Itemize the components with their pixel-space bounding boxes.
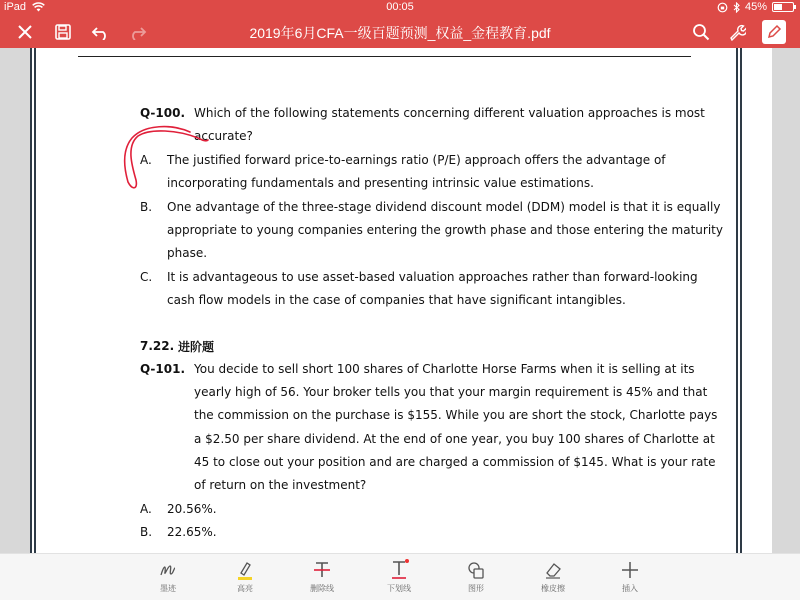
tool-label: 插入	[622, 584, 638, 593]
question-text-line: You decide to sell short 100 shares of Charlotte Horse Farms when it is selling at its	[194, 362, 695, 376]
search-button[interactable]	[688, 20, 714, 44]
tool-label: 墨迹	[160, 584, 176, 593]
option-text-line: incorporating fundamentals and presenting intrinsic value estimations.	[167, 176, 594, 190]
active-indicator	[405, 559, 409, 563]
option-text-line: appropriate to young companies entering the growth phase and those entering the maturity	[167, 223, 723, 237]
clock: 00:05	[386, 1, 414, 13]
shapes-icon	[466, 560, 486, 580]
tool-label: 删除线	[310, 584, 334, 593]
wrench-icon	[728, 23, 746, 41]
option-letter: B.	[140, 525, 153, 539]
pen-icon	[766, 24, 782, 40]
tool-label: 橡皮擦	[541, 584, 565, 593]
question-text-line: the commission on the purchase is $155. While you are short the stock, Charlotte pays	[194, 408, 718, 422]
device-name: iPad	[4, 1, 27, 13]
tool-ink[interactable]	[148, 560, 188, 598]
plus-icon	[620, 560, 640, 580]
battery-icon	[772, 2, 794, 12]
tool-shapes[interactable]	[456, 560, 496, 598]
eraser-icon	[543, 560, 563, 580]
tool-label: 高亮	[237, 584, 253, 593]
underline-icon	[389, 560, 409, 580]
document-viewer[interactable]	[0, 48, 800, 553]
section-title: 进阶题	[178, 340, 215, 354]
annotation-toolbar	[0, 553, 800, 600]
ink-icon	[158, 560, 178, 580]
question-text-line: of return on the investment?	[194, 478, 367, 492]
option-text-line: One advantage of the three-stage dividend discount model (DDM) model is that it is equally	[167, 200, 721, 214]
rotation-lock-icon	[717, 2, 728, 13]
tool-eraser[interactable]	[533, 560, 573, 598]
page-border-right	[736, 48, 742, 553]
strikethrough-icon	[312, 560, 332, 580]
option-letter: B.	[140, 200, 153, 214]
option-text-line: phase.	[167, 246, 208, 260]
tools-button[interactable]	[724, 20, 750, 44]
question-text-line: 45 to close out your position and are charged a commission of $145. What is your rate	[194, 455, 716, 469]
tool-highlight[interactable]	[225, 560, 265, 598]
tool-insert[interactable]	[610, 560, 650, 598]
annotate-button[interactable]	[762, 20, 786, 44]
header-rule	[78, 56, 691, 57]
option-text-line: 20.56%.	[167, 502, 217, 516]
ink-annotation[interactable]	[120, 124, 210, 194]
title-bar	[0, 16, 800, 48]
tool-label: 下划线	[387, 584, 411, 593]
question-label: Q-101.	[140, 362, 186, 376]
tool-label: 图形	[468, 584, 484, 593]
option-text-line: It is advantageous to use asset-based valuation approaches rather than forward-looking	[167, 270, 698, 284]
option-text-line: 22.65%.	[167, 525, 217, 539]
section-number: 7.22.	[140, 339, 175, 353]
status-bar	[0, 0, 800, 16]
question-text-line: yearly high of 56. Your broker tells you that your margin requirement is 45% and that	[194, 385, 708, 399]
tool-strikethrough[interactable]	[302, 560, 342, 598]
page-border-left	[30, 48, 36, 553]
question-text-line: a $2.50 per share dividend. At the end of one year, you buy 100 shares of Charlotte at	[194, 432, 715, 446]
bluetooth-icon	[733, 2, 740, 13]
battery-percent: 45%	[744, 1, 767, 13]
option-text-line: The justified forward price-to-earnings ratio (P/E) approach offers the advantage of	[167, 153, 666, 167]
question-text-line: Which of the following statements concerning different valuation approaches is most	[194, 106, 705, 120]
option-letter: C.	[140, 270, 153, 284]
question-label: Q-100.	[140, 106, 186, 120]
search-icon	[692, 23, 710, 41]
option-text-line: cash flow models in the case of companies that have significant intangibles.	[167, 293, 626, 307]
document-title: 2019年6月CFA一级百题预测_权益_金程教育.pdf	[249, 25, 551, 41]
question-text-line: accurate?	[194, 129, 253, 143]
highlighter-icon	[235, 560, 255, 580]
option-letter: A.	[140, 153, 152, 167]
option-letter: A.	[140, 502, 152, 516]
tool-underline[interactable]	[379, 560, 419, 598]
